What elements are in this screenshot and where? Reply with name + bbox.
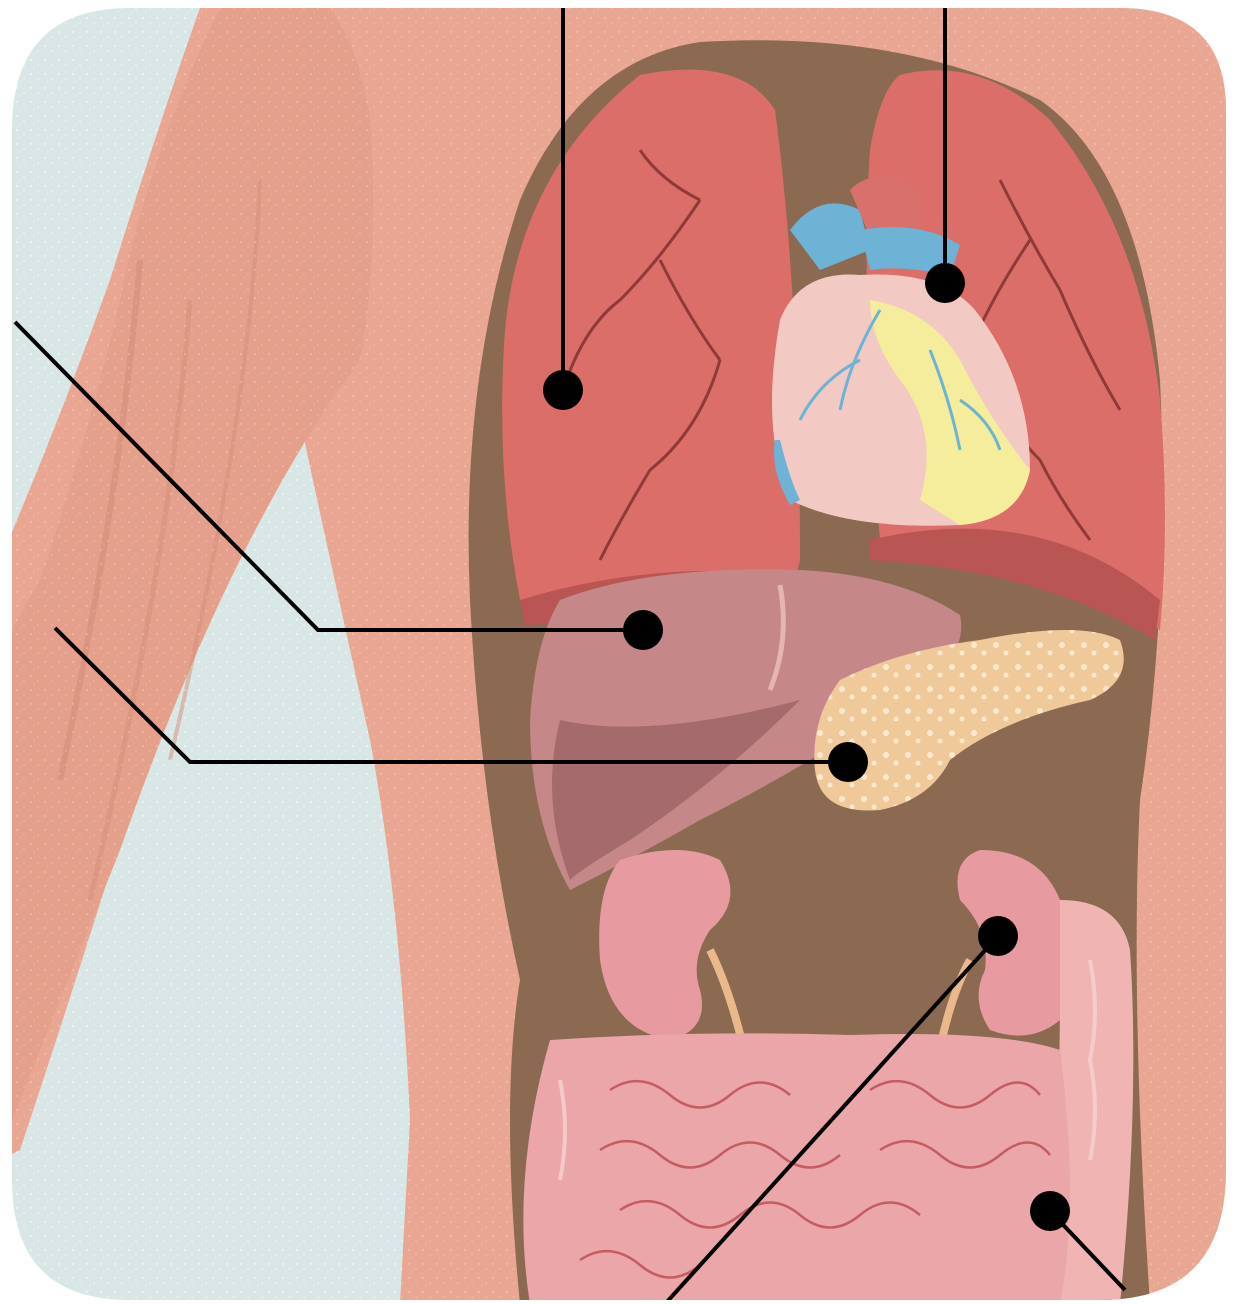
large-intestine-pointer-dot — [1030, 1191, 1070, 1231]
lung-pointer-dot — [543, 370, 583, 410]
small-intestine — [523, 1033, 1070, 1304]
liver-pointer-dot — [623, 610, 663, 650]
heart-pointer-dot — [925, 263, 965, 303]
pancreas-pointer-dot — [828, 742, 868, 782]
kidney-pointer-dot — [978, 916, 1018, 956]
